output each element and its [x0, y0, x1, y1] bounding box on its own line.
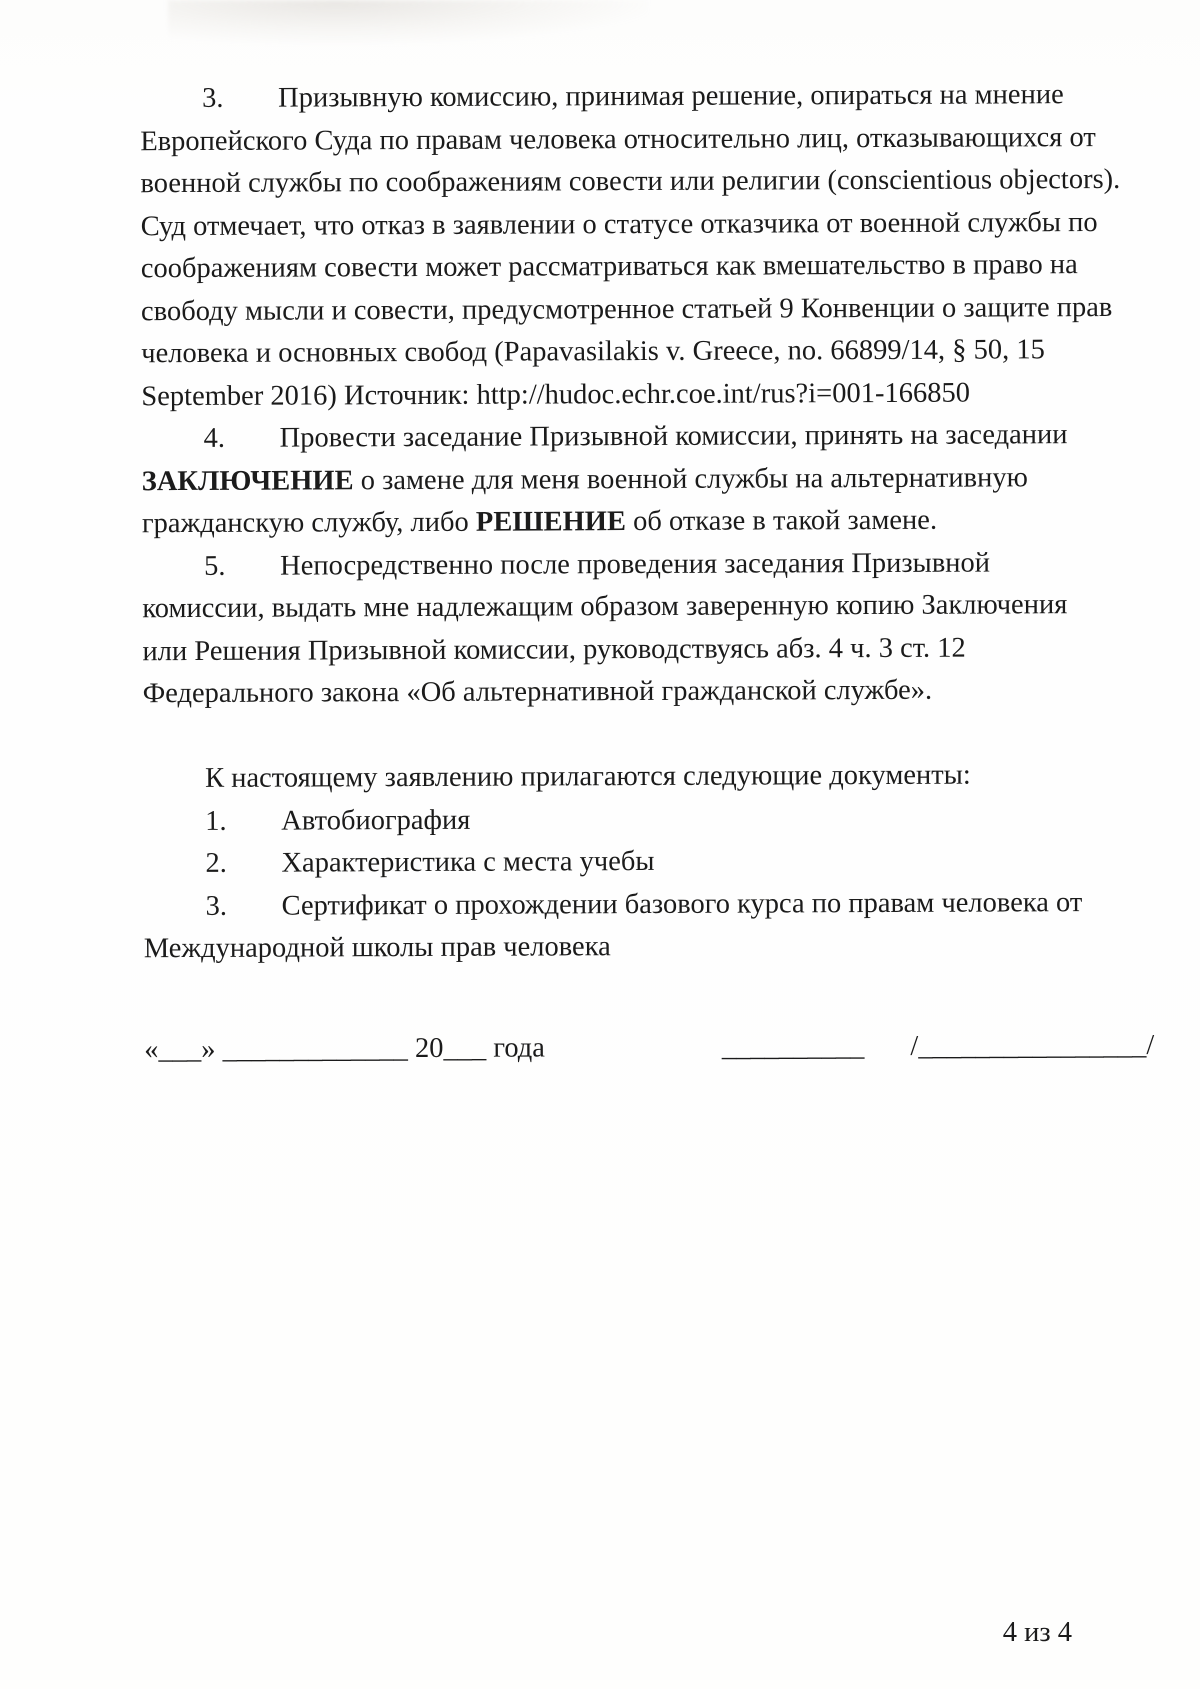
- scan-smudge-artifact: [168, 0, 648, 44]
- blank-line: [143, 711, 1155, 758]
- attachments-section: [143, 754, 1156, 971]
- attachments-intro: К настоящему заявлению прилагаются следующие документы:: [204, 759, 971, 794]
- text-line: September 2016) Источник: http://hudoc.echr.coe.int/rus?i=001-166850: [141, 377, 970, 412]
- page-number: 4 из 4: [1002, 1617, 1072, 1648]
- list-number: 1.: [205, 805, 227, 837]
- list-number: 2.: [205, 847, 227, 879]
- document-body: [140, 74, 1156, 1071]
- list-number: 4.: [203, 422, 226, 454]
- emphasis-zakliuchenie: ЗАКЛЮЧЕНИЕ: [141, 464, 354, 497]
- text-line: гражданскую службу, либо: [141, 506, 476, 540]
- attachment-item-label: Автобиография: [281, 804, 471, 837]
- signature-blank-line: __________: [721, 1030, 865, 1063]
- signature-row: [144, 1024, 1154, 1071]
- text-line: Европейского Суда по правам человека относительно лиц, отказывающихся от: [140, 121, 1096, 157]
- text-line: или Решения Призывной комиссии, руководствуясь абз. 4 ч. 3 ст. 12: [142, 632, 966, 667]
- attachment-item: [143, 796, 1155, 843]
- date-blank-line: «___» _____________ 20___ года: [144, 1031, 545, 1065]
- text-line: о замене для меня военной службы на альтернативную: [353, 461, 1028, 496]
- text-line: соображениям совести может рассматриваться как вмешательство в право на: [140, 249, 1078, 285]
- text-line: военной службы по соображениям совести или религии (conscientious objectors).: [140, 163, 1121, 200]
- list-number: 5.: [204, 550, 226, 582]
- paragraph-3: [140, 74, 1153, 418]
- list-number: 3.: [205, 890, 228, 922]
- attachment-item-label: Сертификат о прохождении базового курса по правам человека от: [281, 886, 1083, 922]
- signature-blank-group: [722, 1024, 1155, 1068]
- paragraph-4: [141, 414, 1154, 546]
- text-line: Федерального закона «Об альтернативной гражданской службе».: [142, 674, 933, 710]
- paragraph-5: [142, 541, 1155, 715]
- text-line: свободу мысли и совести, предусмотренное статьей 9 Конвенции о защите прав: [140, 291, 1113, 327]
- text-line: [142, 499, 1154, 546]
- text-line: Призывную комиссию, принимая решение, опираться на мнение: [278, 79, 1064, 114]
- text-line: Провести заседание Призывной комиссии, принять на заседании: [279, 419, 1068, 454]
- attachment-item-continuation: Международной школы прав человека: [143, 931, 611, 965]
- list-number: 3.: [202, 82, 224, 114]
- text-line: человека и основных свобод (Papavasilakis v. Greece, no. 66899/14, § 50, 15: [141, 334, 1045, 370]
- text-line: [140, 74, 1152, 121]
- text-line: об отказе в такой замене.: [625, 504, 938, 538]
- text-line: комиссии, выдать мне надлежащим образом заверенную копию Заключения: [142, 589, 1068, 625]
- text-line: [142, 456, 1154, 503]
- text-line: [141, 414, 1153, 461]
- name-blank-line: /________________/: [910, 1029, 1155, 1062]
- text-line: Непосредственно после проведения заседания Призывной: [280, 547, 991, 582]
- emphasis-reshenie: РЕШЕНИЕ: [475, 506, 627, 538]
- attachment-item-label: Характеристика с места учебы: [281, 845, 655, 879]
- attachment-item: [143, 839, 1155, 886]
- text-line: [142, 541, 1154, 588]
- text-line: Суд отмечает, что отказ в заявлении о статусе отказчика от военной службы по: [140, 206, 1098, 242]
- attachment-item: [144, 881, 1156, 928]
